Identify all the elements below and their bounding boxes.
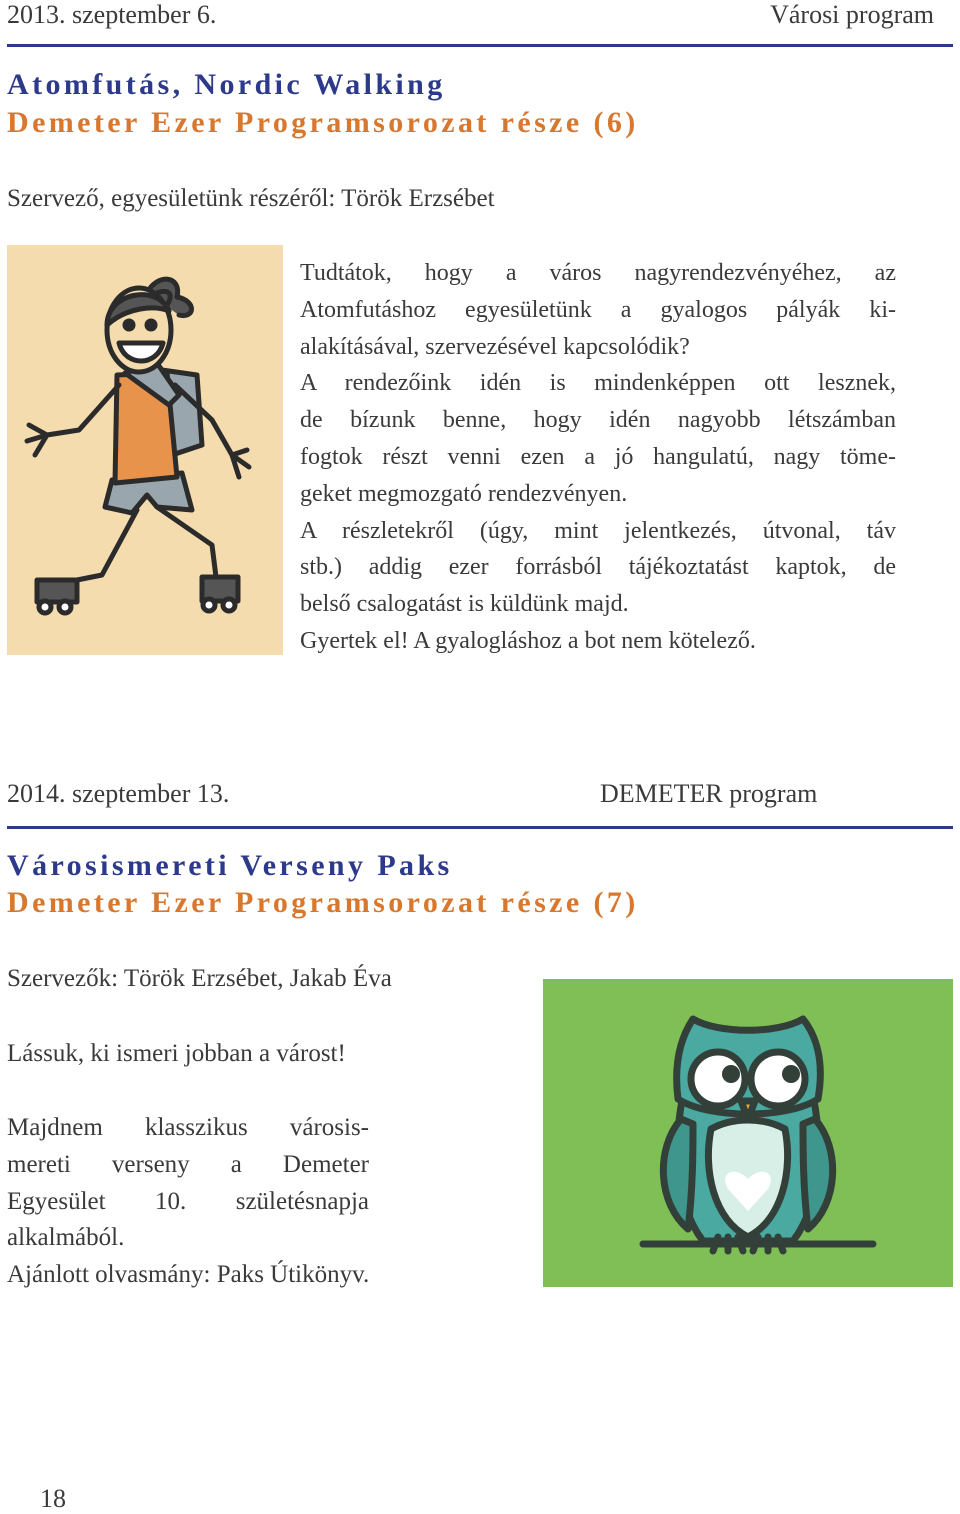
body-line: Gyertek el! A gyalogláshoz a bot nem kötelező. (300, 627, 756, 654)
page-number: 18 (40, 1484, 66, 1513)
header-category: Városi program (770, 0, 934, 29)
body-line: Egyesület 10. születésnapja (7, 1187, 369, 1215)
tagline: Lássuk, ki ismeri jobban a várost! (7, 1040, 346, 1067)
section-body (300, 255, 896, 660)
header-rule (7, 44, 953, 47)
body-line: Atomfutáshoz egyesületünk a gyalogos pályák ki- (300, 296, 896, 323)
header-rule (7, 826, 953, 829)
body-line: alakításával, szervezésével kapcsolódik? (300, 333, 690, 360)
body-line: mereti verseny a Demeter (7, 1150, 369, 1178)
body-line: geket megmozgató rendezvényen. (300, 480, 628, 507)
body-line: de bízunk benne, hogy idén nagyobb létszámban (300, 407, 896, 434)
organizers-line: Szervezők: Török Erzsébet, Jakab Éva (7, 965, 392, 992)
body-line: A részletekről (úgy, mint jelentkezés, útvonal, táv (300, 517, 896, 544)
section-title: Atomfutás, Nordic Walking (7, 68, 446, 101)
section-body (7, 1110, 369, 1294)
body-line: A rendezőink idén is mindenképpen ott lesznek, (300, 370, 896, 397)
section-subtitle: Demeter Ezer Programsorozat része (7) (7, 886, 639, 919)
body-line: belső csalogatást is küldünk majd. (300, 591, 629, 618)
body-line: Ajánlott olvasmány: Paks Útikönyv. (7, 1261, 370, 1289)
section-subtitle: Demeter Ezer Programsorozat része (6) (7, 106, 639, 139)
header-category: DEMETER program (600, 779, 818, 808)
body-line: Tudtátok, hogy a város nagyrendezvényéhez, az (300, 260, 896, 286)
header-date: 2014. szeptember 13. (7, 779, 230, 808)
body-line: stb.) addig ezer forrásból tájékoztatást kaptok, de (300, 554, 896, 581)
header-date: 2013. szeptember 6. (7, 0, 217, 29)
body-line: alkalmából. (7, 1224, 125, 1252)
section-title: Városismereti Verseny Paks (7, 849, 453, 882)
owl-illustration (543, 979, 953, 1287)
organizer-line: Szervező, egyesületünk részéről: Török Erzsébet (7, 185, 495, 212)
walker-illustration (7, 245, 283, 655)
body-line: fogtok részt venni ezen a jó hangulatú, nagy töme- (300, 443, 896, 470)
body-line: Majdnem klasszikus városis- (7, 1114, 369, 1141)
